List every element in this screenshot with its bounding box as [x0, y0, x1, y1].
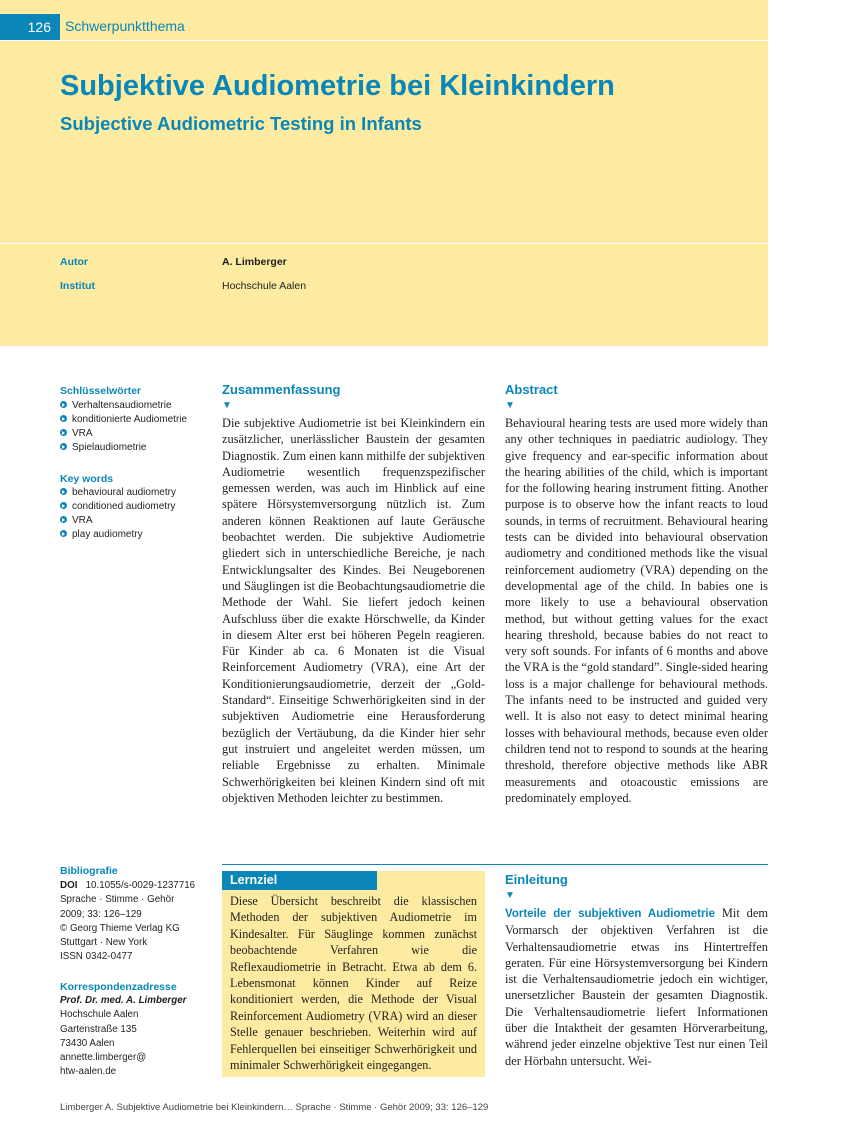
zusammenfassung-text: Die subjektive Audiometrie ist bei Kleinkindern ein zusätzlicher, unerlässlicher Baustein der gesamten Diagnostik. Zum einen kann mithilfe der subjektiven Audiometrie wesentlich frequenzspezifischer gemessen werden, was auch im Hinblick auf eine spätere Hörsystemversorgung nützlich ist. Zum anderen können Reaktionen auf laute Geräusche beobachtet werden. Die subjektive Audiometrie gliedert sich in unterschiedliche Bereiche, je nach Entwicklungsalter des Kindes. Bei Neugeborenen und Säuglingen ist die Beobachtungsaudiometrie die Methode der Wahl. Sie liefert jedoch keinen Aufschluss über die exakte Hörschwelle, da Kinder in diesem Alter erst bei höheren Pegeln reagieren. Für Kinder ab ca. 6 Monaten ist die Visual Reinforcement Audiometry (VRA), eine Art der Konditionierungsaudiometrie, derzeit der „Gold-Standard“. Einseitige Schwerhörigkeiten sind in der subjektiven Audiometrie eine Herausforderung bezüglich der Vertäubung, da die Kinder hier sehr gut instruiert und angeleitet werden müssen, um reliable Ergebnisse zu erhalten. Minimale Schwerhörigkeiten bei kleinen Kindern sind oft mit objektiven Methoden leichter zu bestimmen.	[222, 416, 485, 805]
keyword-item: VRA	[60, 514, 176, 528]
lernziel-text: Diese Übersicht beschreibt die klassischen Methoden der subjektiven Audiometrie im Kindesalter. Für Säuglinge kommen zunächst beobachtende Verfahren wie die Reflexaudiometrie in Betracht. Etwa ab dem 6. Lebensmonat können Kinder auf Reize konditioniert werden, die Methode der Visual Reinforcement Audiometry (VRA) wird an dieser Stelle genauer beschrieben. Weiterhin wird auf Fehlerquellen bei einseitiger Schwerhörigkeit und minimaler Schwerhörigkeit eingegangen.	[230, 894, 477, 1073]
page-footer: Limberger A. Subjektive Audiometrie bei Kleinkindern… Sprache · Stimme · Gehör 2009; 33: 126–129	[60, 1102, 489, 1113]
keyword-item: behavioural audiometry	[60, 486, 176, 500]
bibliografie-heading: Bibliografie	[60, 865, 118, 877]
article-title: Subjektive Audiometrie bei Kleinkindern	[60, 70, 615, 102]
keyword-item: conditioned audiometry	[60, 500, 176, 514]
keyword-item: Verhaltensaudiometrie	[60, 399, 187, 413]
keywords-de-heading: Schlüsselwörter	[60, 385, 142, 397]
einleitung-body: Mit dem Vormarsch der objektiven Verfahren ist die Verhaltensaudiometrie etwas ins Hintertreffen geraten. Für eine Hörsystemversorgung bei Kindern ist die Verhaltensaudiometrie jedoch ein wichtiger, unersetzlicher Baustein der gesamten Diagnostik. Die Verhaltensaudiometrie liefert Informationen über die Intaktheit der gesamten Hörverarbeitung, während jeder einzelne objektive Test nur einen Teil der Hörbahn untersucht. Wei-	[505, 906, 768, 1068]
address-line: Gartenstraße 135	[60, 1023, 137, 1035]
einleitung-heading: Einleitung	[505, 872, 568, 887]
section-label: Schwerpunktthema	[65, 18, 185, 34]
email-line[interactable]: annette.limberger@	[60, 1052, 147, 1064]
meta-divider	[0, 243, 768, 244]
address-line: Hochschule Aalen	[60, 1009, 139, 1021]
address-line: 73430 Aalen	[60, 1037, 115, 1049]
author-label: Autor	[60, 256, 88, 268]
email-line[interactable]: htw-aalen.de	[60, 1066, 117, 1078]
arrow-bullet-icon	[60, 516, 67, 523]
lernziel-heading: Lernziel	[222, 871, 377, 890]
keywords-en-list	[60, 486, 176, 542]
bibliografie-line: Sprache · Stimme · Gehör	[60, 894, 175, 906]
keyword-item: play audiometry	[60, 528, 176, 542]
arrow-bullet-icon	[60, 443, 67, 450]
abstract-heading: Abstract	[505, 382, 558, 397]
doi-value: 10.1055/s-0029-1237716	[85, 880, 196, 891]
einleitung-text	[505, 905, 768, 1069]
correspondent-name: Prof. Dr. med. A. Limberger	[60, 995, 187, 1006]
bibliografie-line: 2009; 33: 126–129	[60, 908, 142, 920]
arrow-bullet-icon	[60, 502, 67, 509]
arrow-bullet-icon	[60, 415, 67, 422]
bibliografie-line: Stuttgart · New York	[60, 937, 148, 949]
keyword-item: VRA	[60, 427, 187, 441]
triangle-marker-icon: ▼	[222, 400, 232, 411]
bibliografie-line: © Georg Thieme Verlag KG	[60, 922, 180, 934]
arrow-bullet-icon	[60, 401, 67, 408]
page-number: 126	[0, 14, 60, 40]
keywords-en-heading: Key words	[60, 473, 114, 485]
abstract-text: Behavioural hearing tests are used more widely than any other techniques in paediatric audiology. They give frequency and ear-specific information about the hearing abilities of the child, which is important for the following hearing instrument fitting. Another purpose is to observe how the infant reacts to loud sounds, in terms of recruitment. Behavioural hearing tests can be divided into behavioural observation audiometry and conditioned methods like the visual reinforcement audiometry (VRA) depending on the developmental age of the child. In babies one is more likely to use a behavioural observation method, but without getting values for the exact hearing threshold, because babies do not react to very soft sounds. For infants of 6 months and above the VRA is the “gold standard”. Single-sided hearing loss is a major challenge for behavioural methods. The infants need to be instructed and guided very well. It is also not easy to detect minimal hearing losses with behavioural methods, because even older children tend not to respond to sounds at the hearing threshold, therefore objective methods like ABR measurements and otoacoustic emissions are predominately employed.	[505, 416, 768, 805]
title-band	[0, 0, 768, 346]
keyword-item: konditionierte Audiometrie	[60, 413, 187, 427]
author-value: A. Limberger	[222, 256, 287, 268]
korrespondenz-heading: Korrespondenzadresse	[60, 981, 177, 993]
triangle-marker-icon: ▼	[505, 890, 515, 901]
keywords-de-list	[60, 399, 187, 455]
institute-label: Institut	[60, 280, 95, 292]
bibliografie-block	[60, 879, 195, 965]
institute-value: Hochschule Aalen	[222, 280, 307, 292]
article-subtitle: Subjective Audiometric Testing in Infants	[60, 113, 422, 134]
header-divider	[0, 40, 768, 41]
einleitung-subheading: Vorteile der subjektiven Audiometrie	[505, 908, 716, 920]
section-rule	[222, 864, 768, 865]
doi-label: DOI	[60, 880, 78, 891]
zusammenfassung-heading: Zusammenfassung	[222, 382, 341, 397]
arrow-bullet-icon	[60, 429, 67, 436]
arrow-bullet-icon	[60, 488, 67, 495]
korrespondenz-block	[60, 994, 186, 1080]
triangle-marker-icon: ▼	[505, 400, 515, 411]
arrow-bullet-icon	[60, 530, 67, 537]
bibliografie-line: ISSN 0342-0477	[60, 951, 133, 963]
keyword-item: Spielaudiometrie	[60, 441, 187, 455]
